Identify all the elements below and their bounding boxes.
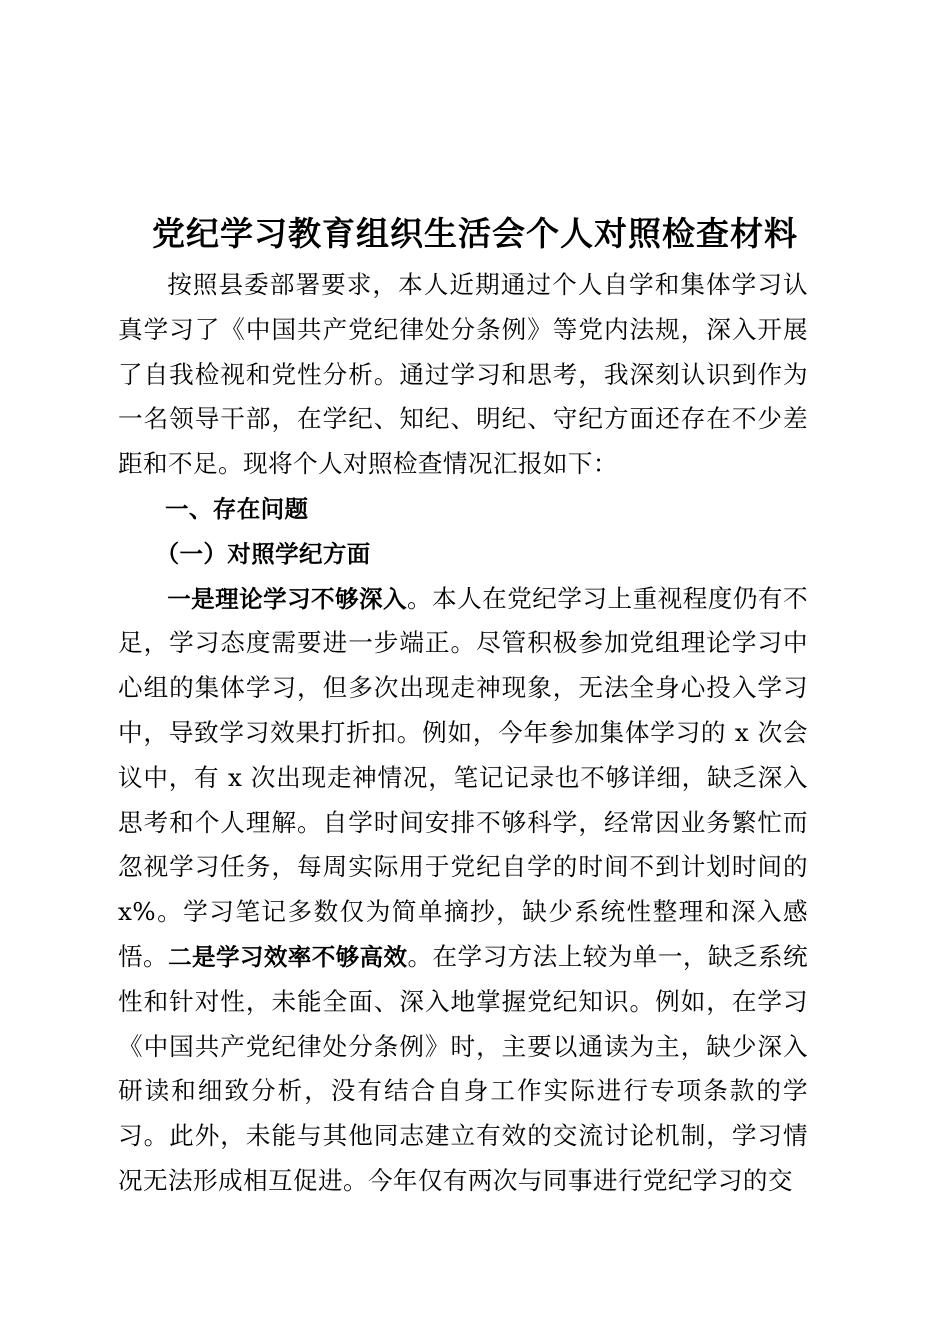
section-heading: 一、存在问题 [165,494,309,523]
problems-paragraph [118,577,808,1204]
document-body [118,263,808,1204]
point-1-lead: 一是理论学习不够深入 [167,584,407,613]
subsection-heading: （一）对照学纪方面 [155,539,371,568]
document-title: 党纪学习教育组织生活会个人对照检查材料 [152,214,798,253]
point-2-text: 。在学习方法上较为单一，缺乏系统性和针对性，未能全面、深入地掌握党纪知识。例如，在学习《中国共产党纪律处分条例》时，主要以通读为主，缺少深入研读和细致分析，没有结合自身工作实际进行专项条款的学习。此外，未能与其他同志建立有效的交流讨论机制，学习情况无法形成相互促进。今年仅有两次与同事进行党纪学习的交 [118,941,808,1195]
point-1-text: 。本人在党纪学习上重视程度仍有不足，学习态度需要进一步端正。尽管积极参加党组理论学习中心组的集体学习，但多次出现走神现象，无法全身心投入学习中，导致学习效果打折扣。例如，今年参加集体学习的 x 次会议中，有 x 次出现走神情况，笔记记录也不够详细，缺乏深入思考和个人理解。自学时间安排不够科学，经常因业务繁忙而忽视学习任务，每周实际用于党纪自学的时间不到计划时间的 x%。学习笔记多数仅为简单摘抄，缺少系统性整理和深入感悟。 [118,583,808,971]
intro-paragraph: 按照县委部署要求，本人近期通过个人自学和集体学习认真学习了《中国共产党纪律处分条例》等党内法规，深入开展了自我检视和党性分析。通过学习和思考，我深刻认识到作为一名领导干部，在学纪、知纪、明纪、守纪方面还存在不少差距和不足。现将个人对照检查情况汇报如下： [118,270,808,479]
point-2-lead: 二是学习效率不够高效 [168,942,408,971]
